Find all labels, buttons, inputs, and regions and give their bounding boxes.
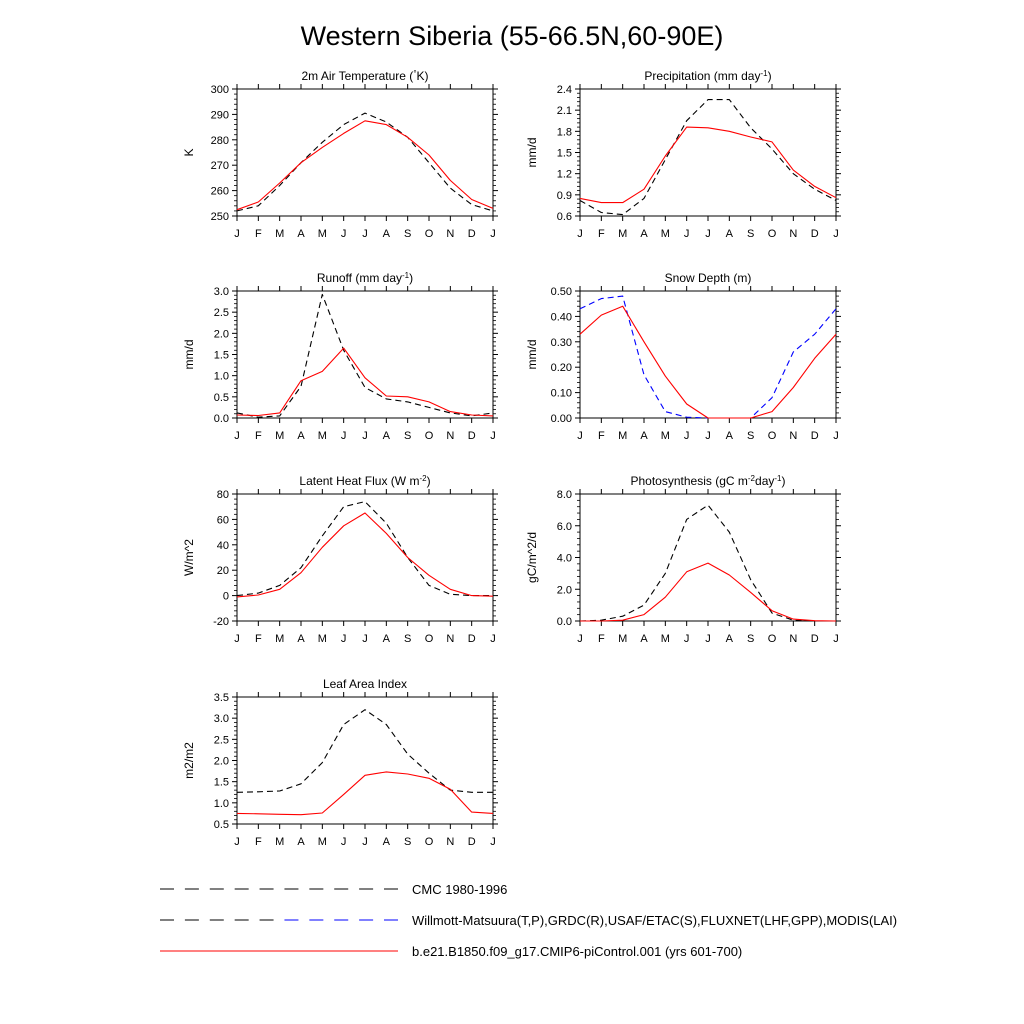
x-tick-label: S bbox=[403, 836, 412, 848]
chart-panel-1 bbox=[182, 69, 498, 241]
x-tick-label: S bbox=[746, 430, 755, 442]
x-tick-label: A bbox=[725, 430, 734, 442]
x-tick-label: J bbox=[577, 228, 583, 240]
x-tick-label: F bbox=[597, 228, 605, 240]
y-axis-label: W/m^2 bbox=[182, 539, 196, 576]
x-tick-label: O bbox=[424, 836, 434, 848]
x-tick-label: F bbox=[254, 633, 262, 645]
y-tick-label: 290 bbox=[210, 109, 229, 122]
y-axis-label: gC/m^2/d bbox=[525, 532, 539, 583]
y-tick-label: 1.0 bbox=[213, 797, 229, 810]
plot-frame bbox=[580, 494, 836, 621]
chart-panel-5 bbox=[182, 474, 498, 646]
plot-frame bbox=[237, 291, 493, 418]
x-tick-label: F bbox=[254, 430, 262, 442]
x-tick-label: J bbox=[340, 836, 347, 848]
x-tick-label: M bbox=[275, 633, 285, 645]
x-tick-label: O bbox=[424, 430, 434, 442]
x-tick-label: J bbox=[577, 633, 583, 645]
legend-label: CMC 1980-1996 bbox=[412, 882, 508, 897]
y-tick-label: 80 bbox=[216, 489, 229, 501]
y-tick-label: 1.2 bbox=[556, 168, 572, 181]
panel-title: Latent Heat Flux (W $m^{-2}$) bbox=[299, 473, 431, 488]
x-tick-label: J bbox=[490, 228, 496, 240]
chart-panel-2 bbox=[525, 69, 841, 241]
x-tick-label: J bbox=[683, 633, 690, 645]
y-tick-label: 0.0 bbox=[556, 616, 572, 628]
x-tick-label: S bbox=[746, 633, 755, 645]
y-tick-label: 1.8 bbox=[556, 126, 572, 139]
x-tick-label: A bbox=[640, 430, 648, 442]
y-tick-label: 0.6 bbox=[556, 211, 572, 223]
x-tick-label: M bbox=[275, 228, 285, 240]
x-tick-label: J bbox=[340, 633, 347, 645]
x-tick-label: A bbox=[297, 430, 305, 442]
series-obs-line bbox=[237, 710, 493, 793]
x-tick-label: A bbox=[382, 633, 391, 645]
x-tick-label: A bbox=[297, 836, 305, 848]
series-model-line bbox=[580, 127, 836, 203]
y-tick-label: 3.5 bbox=[213, 692, 229, 704]
x-tick-label: M bbox=[618, 633, 628, 645]
y-tick-label: 0.0 bbox=[213, 413, 229, 425]
y-axis-label: m2/m2 bbox=[182, 742, 196, 779]
x-tick-label: N bbox=[446, 430, 455, 442]
x-tick-label: J bbox=[362, 228, 368, 240]
x-tick-label: O bbox=[767, 430, 777, 442]
x-tick-label: A bbox=[640, 228, 648, 240]
y-tick-label: 2.4 bbox=[556, 84, 572, 96]
y-tick-label: 6.0 bbox=[556, 520, 572, 533]
y-tick-label: 3.0 bbox=[213, 286, 229, 298]
y-tick-label: 270 bbox=[210, 160, 229, 173]
y-tick-label: 0.5 bbox=[213, 819, 229, 831]
y-tick-label: 0.40 bbox=[550, 311, 572, 324]
plot-frame bbox=[580, 291, 836, 418]
y-tick-label: 0.50 bbox=[550, 286, 572, 298]
x-tick-label: F bbox=[254, 228, 262, 240]
chart-panel-4 bbox=[525, 271, 841, 442]
x-tick-label: J bbox=[234, 836, 240, 848]
x-tick-label: M bbox=[317, 430, 327, 442]
panel-title: Photosynthesis (gC $m^{-2}day^{-1}$) bbox=[630, 473, 786, 488]
y-tick-label: 2.0 bbox=[213, 755, 229, 768]
x-tick-label: A bbox=[725, 633, 734, 645]
x-tick-label: M bbox=[275, 430, 285, 442]
x-tick-label: A bbox=[640, 633, 648, 645]
y-tick-label: 280 bbox=[210, 134, 229, 147]
x-tick-label: O bbox=[424, 228, 434, 240]
y-tick-label: 3.0 bbox=[213, 713, 229, 726]
legend-label: b.e21.B1850.f09_g17.CMIP6-piControl.001 (yrs 601-700) bbox=[412, 944, 743, 959]
x-tick-label: F bbox=[597, 633, 605, 645]
x-tick-label: J bbox=[490, 633, 496, 645]
y-tick-label: 1.5 bbox=[213, 776, 229, 789]
x-tick-label: S bbox=[403, 633, 412, 645]
y-tick-label: 2.0 bbox=[556, 584, 572, 597]
y-tick-label: 0.10 bbox=[550, 387, 572, 400]
x-tick-label: J bbox=[362, 430, 368, 442]
series-model-line bbox=[237, 772, 493, 815]
x-tick-label: D bbox=[467, 836, 476, 848]
x-tick-label: S bbox=[403, 228, 412, 240]
x-tick-label: M bbox=[618, 430, 628, 442]
x-tick-label: M bbox=[618, 228, 628, 240]
x-tick-label: D bbox=[467, 633, 476, 645]
panel-title: 2m Air Temperature (°K) bbox=[301, 68, 429, 83]
x-tick-label: J bbox=[683, 430, 690, 442]
x-tick-label: J bbox=[362, 836, 368, 848]
series-model-line bbox=[580, 306, 836, 418]
x-tick-label: M bbox=[275, 836, 285, 848]
y-tick-label: 8.0 bbox=[556, 489, 572, 501]
x-tick-label: O bbox=[767, 228, 777, 240]
x-tick-label: J bbox=[234, 430, 240, 442]
x-tick-label: M bbox=[317, 633, 327, 645]
y-tick-label: 20 bbox=[216, 565, 229, 578]
x-tick-label: A bbox=[382, 430, 391, 442]
x-tick-label: N bbox=[789, 633, 798, 645]
x-tick-label: O bbox=[767, 633, 777, 645]
y-tick-label: 0.20 bbox=[550, 362, 572, 375]
x-tick-label: J bbox=[705, 430, 711, 442]
y-tick-label: 4.0 bbox=[556, 552, 572, 565]
y-tick-label: 1.0 bbox=[213, 370, 229, 383]
x-tick-label: N bbox=[446, 836, 455, 848]
x-tick-label: N bbox=[446, 633, 455, 645]
panel-title: Leaf Area Index bbox=[322, 677, 408, 691]
series-obs-line bbox=[237, 113, 493, 211]
x-tick-label: J bbox=[490, 430, 496, 442]
page-title: Western Siberia (55-66.5N,60-90E) bbox=[300, 21, 724, 51]
series-obs-line bbox=[237, 502, 493, 596]
x-tick-label: J bbox=[490, 836, 496, 848]
series-model-line bbox=[580, 563, 836, 621]
x-tick-label: N bbox=[789, 430, 798, 442]
x-tick-label: J bbox=[234, 633, 240, 645]
x-tick-label: M bbox=[660, 228, 670, 240]
legend-label: Willmott-Matsuura(T,P),GRDC(R),USAF/ETAC(S),FLUXNET(LHF,GPP),MODIS(LAI) bbox=[412, 913, 898, 928]
y-tick-label: 1.5 bbox=[213, 349, 229, 362]
series-model-line bbox=[237, 121, 493, 210]
x-tick-label: D bbox=[467, 430, 476, 442]
x-tick-label: D bbox=[810, 430, 819, 442]
plot-frame bbox=[580, 89, 836, 216]
x-tick-label: J bbox=[705, 633, 711, 645]
y-tick-label: 0.9 bbox=[556, 189, 572, 202]
series-obs-line bbox=[580, 296, 836, 418]
y-tick-label: 0.30 bbox=[550, 336, 572, 349]
y-tick-label: 40 bbox=[216, 539, 229, 552]
plot-frame bbox=[237, 697, 493, 824]
x-tick-label: D bbox=[810, 228, 819, 240]
x-tick-label: F bbox=[597, 430, 605, 442]
y-tick-label: 2.1 bbox=[556, 105, 572, 118]
x-tick-label: D bbox=[467, 228, 476, 240]
x-tick-label: J bbox=[340, 228, 347, 240]
panel-title: Snow Depth (m) bbox=[664, 271, 752, 285]
chart-panel-3 bbox=[182, 271, 498, 443]
y-axis-label: mm/d bbox=[182, 339, 196, 370]
x-tick-label: J bbox=[833, 430, 839, 442]
x-tick-label: J bbox=[833, 633, 839, 645]
series-model-line bbox=[237, 513, 493, 597]
x-tick-label: A bbox=[725, 228, 734, 240]
x-tick-label: S bbox=[746, 228, 755, 240]
y-tick-label: 60 bbox=[216, 514, 229, 527]
series-model-line bbox=[237, 348, 493, 416]
y-axis-label: K bbox=[182, 148, 196, 157]
x-tick-label: J bbox=[577, 430, 583, 442]
y-axis-label: mm/d bbox=[525, 137, 539, 168]
y-tick-label: 250 bbox=[210, 211, 229, 223]
x-tick-label: J bbox=[683, 228, 690, 240]
x-tick-label: D bbox=[810, 633, 819, 645]
x-tick-label: F bbox=[254, 836, 262, 848]
series-obs-line bbox=[237, 294, 493, 417]
y-tick-label: -20 bbox=[213, 616, 229, 628]
x-tick-label: J bbox=[340, 430, 347, 442]
chart-panel-7 bbox=[182, 677, 498, 848]
x-tick-label: M bbox=[317, 228, 327, 240]
x-tick-label: S bbox=[403, 430, 412, 442]
x-tick-label: A bbox=[382, 228, 391, 240]
x-tick-label: M bbox=[660, 633, 670, 645]
y-tick-label: 300 bbox=[210, 84, 229, 96]
x-tick-label: J bbox=[234, 228, 240, 240]
panel-title: Precipitation (mm day$^{-1}$) bbox=[644, 68, 772, 83]
x-tick-label: M bbox=[660, 430, 670, 442]
panel-title: Runoff (mm day$^{-1}$) bbox=[316, 270, 414, 285]
x-tick-label: J bbox=[833, 228, 839, 240]
y-tick-label: 0.5 bbox=[213, 391, 229, 404]
legend bbox=[160, 882, 897, 959]
y-tick-label: 0.00 bbox=[550, 413, 572, 425]
y-tick-label: 1.5 bbox=[556, 147, 572, 160]
x-tick-label: A bbox=[297, 633, 305, 645]
x-tick-label: M bbox=[317, 836, 327, 848]
series-obs-line bbox=[580, 100, 836, 215]
y-axis-label: mm/d bbox=[525, 339, 539, 370]
y-tick-label: 2.5 bbox=[213, 307, 229, 320]
x-tick-label: N bbox=[446, 228, 455, 240]
y-tick-label: 0 bbox=[222, 590, 229, 603]
y-tick-label: 2.0 bbox=[213, 328, 229, 341]
x-tick-label: A bbox=[382, 836, 391, 848]
plot-frame bbox=[237, 89, 493, 216]
x-tick-label: O bbox=[424, 633, 434, 645]
x-tick-label: N bbox=[789, 228, 798, 240]
x-tick-label: A bbox=[297, 228, 305, 240]
x-tick-label: J bbox=[705, 228, 711, 240]
chart-panel-6 bbox=[525, 474, 841, 646]
y-tick-label: 2.5 bbox=[213, 734, 229, 747]
y-tick-label: 260 bbox=[210, 185, 229, 198]
x-tick-label: J bbox=[362, 633, 368, 645]
